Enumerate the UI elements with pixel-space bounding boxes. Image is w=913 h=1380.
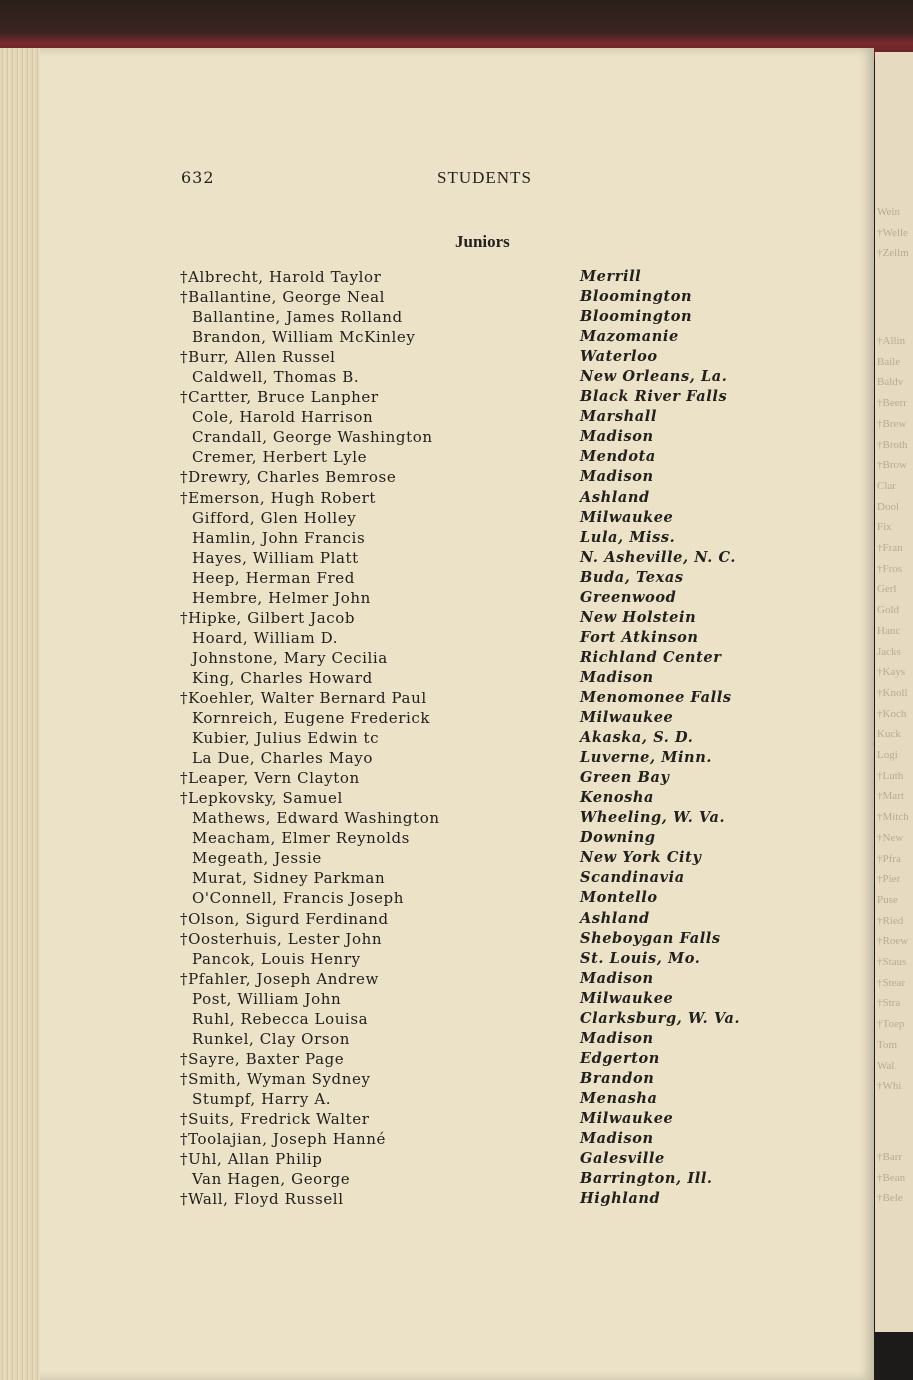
hometown: Akaska, S. D. <box>580 729 694 747</box>
roster-row <box>0 428 874 448</box>
student-name: †Leaper, Vern Clayton <box>180 769 360 788</box>
hometown: Wheeling, W. Va. <box>580 809 726 827</box>
hometown: Madison <box>580 468 654 486</box>
roster-row <box>0 328 874 348</box>
hometown: Madison <box>580 969 654 987</box>
hometown: Galesville <box>580 1150 665 1168</box>
student-name: Crandall, George Washington <box>192 428 433 447</box>
next-page-fragment: †Barr <box>877 1151 903 1163</box>
student-name: †Suits, Fredrick Walter <box>180 1109 370 1128</box>
roster-row <box>0 749 874 769</box>
next-page-fragment: Baldv <box>877 376 904 389</box>
next-page-fragment: Dool <box>877 500 899 513</box>
roster-row <box>0 930 874 950</box>
next-page-fragment: †Kays <box>877 666 906 679</box>
student-name: Brandon, William McKinley <box>192 328 416 347</box>
hometown: Milwaukee <box>580 508 674 526</box>
student-roster <box>0 268 874 1210</box>
hometown: Green Bay <box>580 769 670 787</box>
hometown: Buda, Texas <box>580 568 684 586</box>
student-name: †Ballantine, George Neal <box>180 288 386 307</box>
student-name: Murat, Sidney Parkman <box>192 869 386 888</box>
roster-row <box>0 529 874 549</box>
roster-row <box>0 388 874 408</box>
roster-row <box>0 569 874 589</box>
student-name: †Hipke, Gilbert Jacob <box>180 608 356 627</box>
student-name: Kornreich, Eugene Frederick <box>192 709 431 728</box>
hometown: Barrington, Ill. <box>580 1170 713 1188</box>
section-title: Juniors <box>455 232 510 251</box>
roster-row <box>0 950 874 970</box>
student-name: Ruhl, Rebecca Louisa <box>192 1009 369 1028</box>
roster-row <box>0 669 874 689</box>
next-page-fragment: Clar <box>877 479 896 492</box>
hometown: Kenosha <box>580 789 655 807</box>
next-page-fragment: †Mart <box>877 790 904 803</box>
roster-row <box>0 308 874 328</box>
next-page-fragment: †Fros <box>877 562 903 575</box>
next-page-fragment: †Fran <box>877 542 903 554</box>
roster-row <box>0 769 874 789</box>
next-page-fragment: Baile <box>877 355 901 368</box>
student-name: Hamlin, John Francis <box>192 528 366 547</box>
student-name: Van Hagen, George <box>192 1170 351 1189</box>
next-page-fragment: †Brow <box>877 459 907 472</box>
roster-row <box>0 970 874 990</box>
hometown: Waterloo <box>580 348 658 366</box>
student-name: †Pfahler, Joseph Andrew <box>180 969 379 988</box>
roster-row <box>0 729 874 749</box>
hometown: Ashland <box>580 909 650 927</box>
next-page-fragment: †Welle <box>877 226 908 239</box>
next-page-fragment: Gold <box>877 604 899 617</box>
roster-row <box>0 709 874 729</box>
student-name: †Lepkovsky, Samuel <box>180 789 343 808</box>
student-name: Kubier, Julius Edwin tc <box>192 729 380 748</box>
student-name: †Toolajian, Joseph Hanné <box>180 1130 387 1149</box>
roster-row <box>0 448 874 468</box>
hometown: Mendota <box>580 448 656 466</box>
next-page-fragment: †Pfra <box>877 852 901 865</box>
next-page-fragment: Hanc <box>877 624 901 637</box>
roster-row <box>0 829 874 849</box>
student-name: †Oosterhuis, Lester John <box>180 929 383 948</box>
next-page-fragment: Gerl <box>877 583 897 596</box>
roster-row <box>0 509 874 529</box>
next-page-fragment: †Ried <box>877 914 904 927</box>
roster-row <box>0 589 874 609</box>
hometown: Milwaukee <box>580 989 674 1007</box>
student-name: Hoard, William D. <box>192 628 339 647</box>
next-page-fragment: †Broth <box>877 438 908 451</box>
hometown: Menasha <box>580 1089 658 1107</box>
running-head: STUDENTS <box>437 168 532 187</box>
hometown: Scandinavia <box>580 869 685 887</box>
roster-row <box>0 1170 874 1190</box>
roster-row <box>0 629 874 649</box>
next-page-fragment: Wal <box>877 1059 895 1072</box>
next-page-fragment: †Luth <box>877 769 904 782</box>
next-page-fragment: †Beerr <box>877 397 907 410</box>
next-page-fragment: †Stear <box>877 976 906 989</box>
student-name: Cole, Harold Harrison <box>192 408 374 427</box>
next-page-fragment: Kuck <box>877 728 901 741</box>
student-name: Post, William John <box>192 989 342 1008</box>
hometown: Brandon <box>580 1069 655 1087</box>
roster-row <box>0 468 874 488</box>
hometown: N. Asheville, N. C. <box>580 548 737 566</box>
hometown: Highland <box>580 1190 661 1208</box>
next-page-fragment: Wein <box>877 206 900 218</box>
hometown: Richland Center <box>580 648 722 666</box>
next-page-fragment: Tom <box>877 1038 898 1051</box>
next-page-fragment: †Staus <box>877 956 907 968</box>
hometown: Clarksburg, W. Va. <box>580 1009 741 1027</box>
next-page-fragment: Fix <box>877 521 892 534</box>
student-name: O'Connell, Francis Joseph <box>192 889 404 908</box>
student-name: Cremer, Herbert Lyle <box>192 448 368 467</box>
roster-row <box>0 1190 874 1210</box>
next-page-fragment: Logi <box>877 749 898 761</box>
roster-row <box>0 649 874 669</box>
student-name: Hembre, Helmer John <box>192 588 371 607</box>
next-page-fragment: †Roew <box>877 935 909 948</box>
student-name: Runkel, Clay Orson <box>192 1029 351 1048</box>
roster-row <box>0 1030 874 1050</box>
hometown: Madison <box>580 1130 654 1148</box>
student-name: †Uhl, Allan Philip <box>180 1150 323 1169</box>
roster-row <box>0 288 874 308</box>
hometown: Ashland <box>580 488 650 506</box>
next-page-fragment: Jacks <box>877 645 901 658</box>
roster-row <box>0 990 874 1010</box>
next-page-fragment: †Brew <box>877 417 907 430</box>
hometown: Black River Falls <box>580 388 728 406</box>
student-name: Pancok, Louis Henry <box>192 949 361 968</box>
hometown: Fort Atkinson <box>580 628 699 646</box>
hometown: Bloomington <box>580 308 693 326</box>
next-page-fragment: †Koch <box>877 707 907 720</box>
hometown: Milwaukee <box>580 1109 674 1127</box>
roster-row <box>0 1050 874 1070</box>
roster-row <box>0 869 874 889</box>
hometown: New Holstein <box>580 608 697 626</box>
next-page-fragment: †Allin <box>877 335 906 347</box>
next-page-fragment: †Pier <box>877 873 901 886</box>
next-page-fragment: †Bean <box>877 1171 906 1184</box>
roster-row <box>0 368 874 388</box>
page-header <box>0 168 874 188</box>
hometown: Greenwood <box>580 588 677 606</box>
student-name: King, Charles Howard <box>192 668 373 687</box>
roster-row <box>0 348 874 368</box>
roster-row <box>0 689 874 709</box>
roster-row <box>0 408 874 428</box>
hometown: Montello <box>580 889 658 907</box>
roster-row <box>0 809 874 829</box>
roster-row <box>0 549 874 569</box>
student-name: Caldwell, Thomas B. <box>192 368 360 387</box>
student-name: Gifford, Glen Holley <box>192 508 357 527</box>
hometown: Mazomanie <box>580 328 679 346</box>
next-page-fragment: †Mitch <box>877 811 909 824</box>
hometown: Merrill <box>580 268 642 285</box>
roster-row <box>0 1010 874 1030</box>
student-name: Stumpf, Harry A. <box>192 1089 332 1108</box>
roster-row <box>0 1070 874 1090</box>
hometown: New York City <box>580 849 702 867</box>
hometown: New Orleans, La. <box>580 368 728 386</box>
roster-row <box>0 1130 874 1150</box>
hometown: St. Louis, Mo. <box>580 949 701 967</box>
hometown: Madison <box>580 428 654 446</box>
roster-row <box>0 889 874 909</box>
next-page-margin <box>875 52 913 1332</box>
student-name: Johnstone, Mary Cecilia <box>192 648 388 667</box>
hometown: Bloomington <box>580 288 693 306</box>
hometown: Menomonee Falls <box>580 688 732 706</box>
student-name: Mathews, Edward Washington <box>192 809 440 828</box>
student-name: †Koehler, Walter Bernard Paul <box>180 688 427 707</box>
hometown: Downing <box>580 829 656 847</box>
hometown: Milwaukee <box>580 709 674 727</box>
hometown: Luverne, Minn. <box>580 749 712 767</box>
roster-row <box>0 789 874 809</box>
student-name: †Sayre, Baxter Page <box>180 1049 345 1068</box>
student-name: La Due, Charles Mayo <box>192 749 373 768</box>
student-name: Heep, Herman Fred <box>192 568 355 587</box>
next-page-fragment: †Toep <box>877 1018 905 1031</box>
roster-row <box>0 1110 874 1130</box>
student-name: †Olson, Sigurd Ferdinand <box>180 909 389 928</box>
roster-row <box>0 910 874 930</box>
next-page-fragment: Puse <box>877 893 898 906</box>
next-page-fragment: †Whi <box>877 1080 902 1093</box>
student-name: †Albrecht, Harold Taylor <box>180 268 382 286</box>
next-page-fragment: †Zellm <box>877 247 909 260</box>
hometown: Madison <box>580 668 654 686</box>
student-name: Ballantine, James Rolland <box>192 308 403 327</box>
roster-row <box>0 849 874 869</box>
hometown: Madison <box>580 1029 654 1047</box>
hometown: Edgerton <box>580 1049 660 1067</box>
hometown: Sheboygan Falls <box>580 929 721 947</box>
student-name: †Smith, Wyman Sydney <box>180 1069 371 1088</box>
next-page-fragment: †Bele <box>877 1192 903 1205</box>
roster-row <box>0 1150 874 1170</box>
next-page-fragment: †Stra <box>877 997 901 1010</box>
roster-row <box>0 268 874 288</box>
roster-row <box>0 489 874 509</box>
student-name: Meacham, Elmer Reynolds <box>192 829 410 848</box>
student-name: Megeath, Jessie <box>192 849 322 868</box>
next-page-fragment: †Knoll <box>877 686 908 699</box>
hometown: Lula, Miss. <box>580 528 676 546</box>
student-name: †Burr, Allen Russel <box>180 348 336 367</box>
student-name: †Emerson, Hugh Robert <box>180 488 377 507</box>
hometown: Marshall <box>580 408 658 426</box>
roster-row <box>0 609 874 629</box>
roster-row <box>0 1090 874 1110</box>
next-page-fragment: †New <box>877 831 904 844</box>
student-name: Hayes, William Platt <box>192 548 359 567</box>
page-number: 632 <box>181 168 215 187</box>
student-name: †Drewry, Charles Bemrose <box>180 468 397 487</box>
student-name: †Wall, Floyd Russell <box>180 1190 344 1209</box>
student-name: †Cartter, Bruce Lanpher <box>180 388 379 407</box>
